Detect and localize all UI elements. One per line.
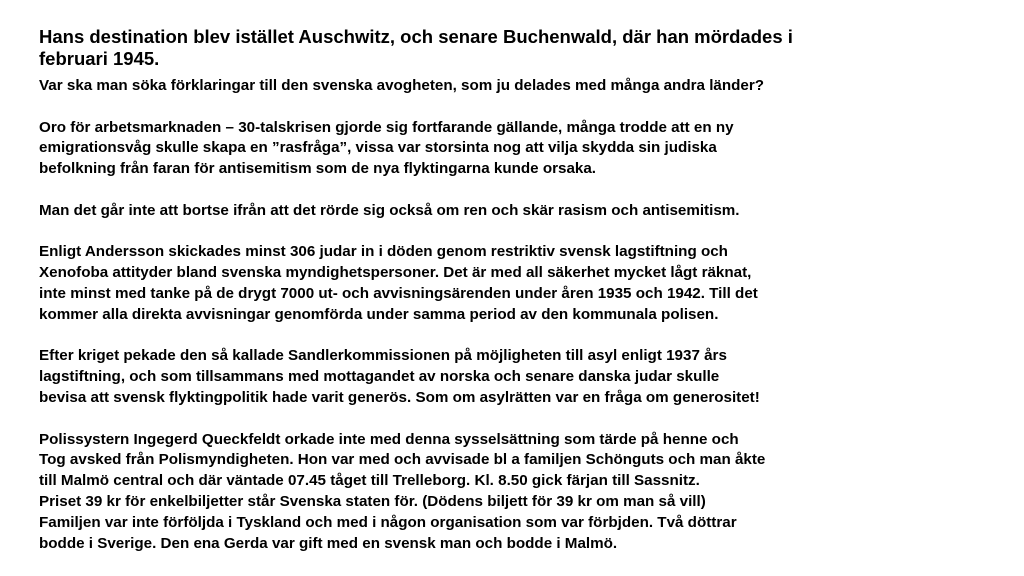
slide-body xyxy=(39,76,999,554)
text-line: Efter kriget pekade den så kallade Sandlerkommissionen på möjligheten till asyl enligt 1937 års xyxy=(39,347,727,365)
text-line: Xenofoba attityder bland svenska myndighetspersoner. Det är med all säkerhet mycket lågt räknat, xyxy=(39,264,752,282)
text-line: Polissystern Ingegerd Queckfeldt orkade inte med denna sysselsättning som tärde på henne och xyxy=(39,430,739,448)
paragraph-racism xyxy=(39,201,999,222)
paragraph-sandler-commission xyxy=(39,346,999,408)
text-line: inte minst med tanke på de drygt 7000 ut- och avvisningsärenden under åren 1935 och 1942. Till det xyxy=(39,284,758,302)
paragraph-question xyxy=(39,76,999,97)
paragraph-queckfeldt xyxy=(39,430,999,555)
text-line: till Malmö central och där väntade 07.45 tåget till Trelleborg. Kl. 8.50 gick färjan till Sassnitz. xyxy=(39,472,700,490)
text-line: Var ska man söka förklaringar till den svenska avogheten, som ju delades med många andra länder? xyxy=(39,77,765,94)
text-line: Enligt Andersson skickades minst 306 judar in i döden genom restriktiv svensk lagstiftning och xyxy=(39,243,728,261)
text-line: kommer alla direkta avvisningar genomförda under samma period av den kommunala polisen. xyxy=(39,305,719,323)
text-line: Familjen var inte förföljda i Tyskland och med i någon organisation som var förbjden. Två döttrar xyxy=(39,513,737,531)
text-line: bevisa att svensk flyktingpolitik hade varit generös. Som om asylrätten var en fråga om generositet! xyxy=(39,388,760,406)
text-line: Priset 39 kr för enkelbiljetter står Svenska staten för. (Dödens biljett för 39 kr om man så vill) xyxy=(39,492,706,510)
text-line: Oro för arbetsmarknaden – 30-talskrisen gjorde sig fortfarande gällande, många trodde att en ny xyxy=(39,118,734,136)
title-line: Hans destination blev istället Auschwitz, och senare Buchenwald, där han mördades i xyxy=(39,26,793,47)
title-line: februari 1945. xyxy=(39,48,160,69)
slide-content xyxy=(39,26,999,554)
text-line: Tog avsked från Polismyndigheten. Hon var med och avvisade bl a familjen Schönguts och man åkte xyxy=(39,451,766,469)
text-line: befolkning från faran för antisemitism som de nya flyktingarna kunde orsaka. xyxy=(39,160,597,178)
text-line: emigrationsvåg skulle skapa en ”rasfråga”, vissa var storsinta nog att vilja skydda sin judiska xyxy=(39,139,717,157)
text-line: Man det går inte att bortse ifrån att det rörde sig också om ren och skär rasism och antisemitism. xyxy=(39,201,740,219)
text-line: bodde i Sverige. Den ena Gerda var gift med en svensk man och bodde i Malmö. xyxy=(39,534,618,552)
paragraph-labor-market xyxy=(39,118,999,180)
text-line: lagstiftning, och som tillsammans med mottagandet av norska och senare danska judar skulle xyxy=(39,368,720,386)
paragraph-andersson xyxy=(39,242,999,325)
slide-title xyxy=(39,26,999,70)
